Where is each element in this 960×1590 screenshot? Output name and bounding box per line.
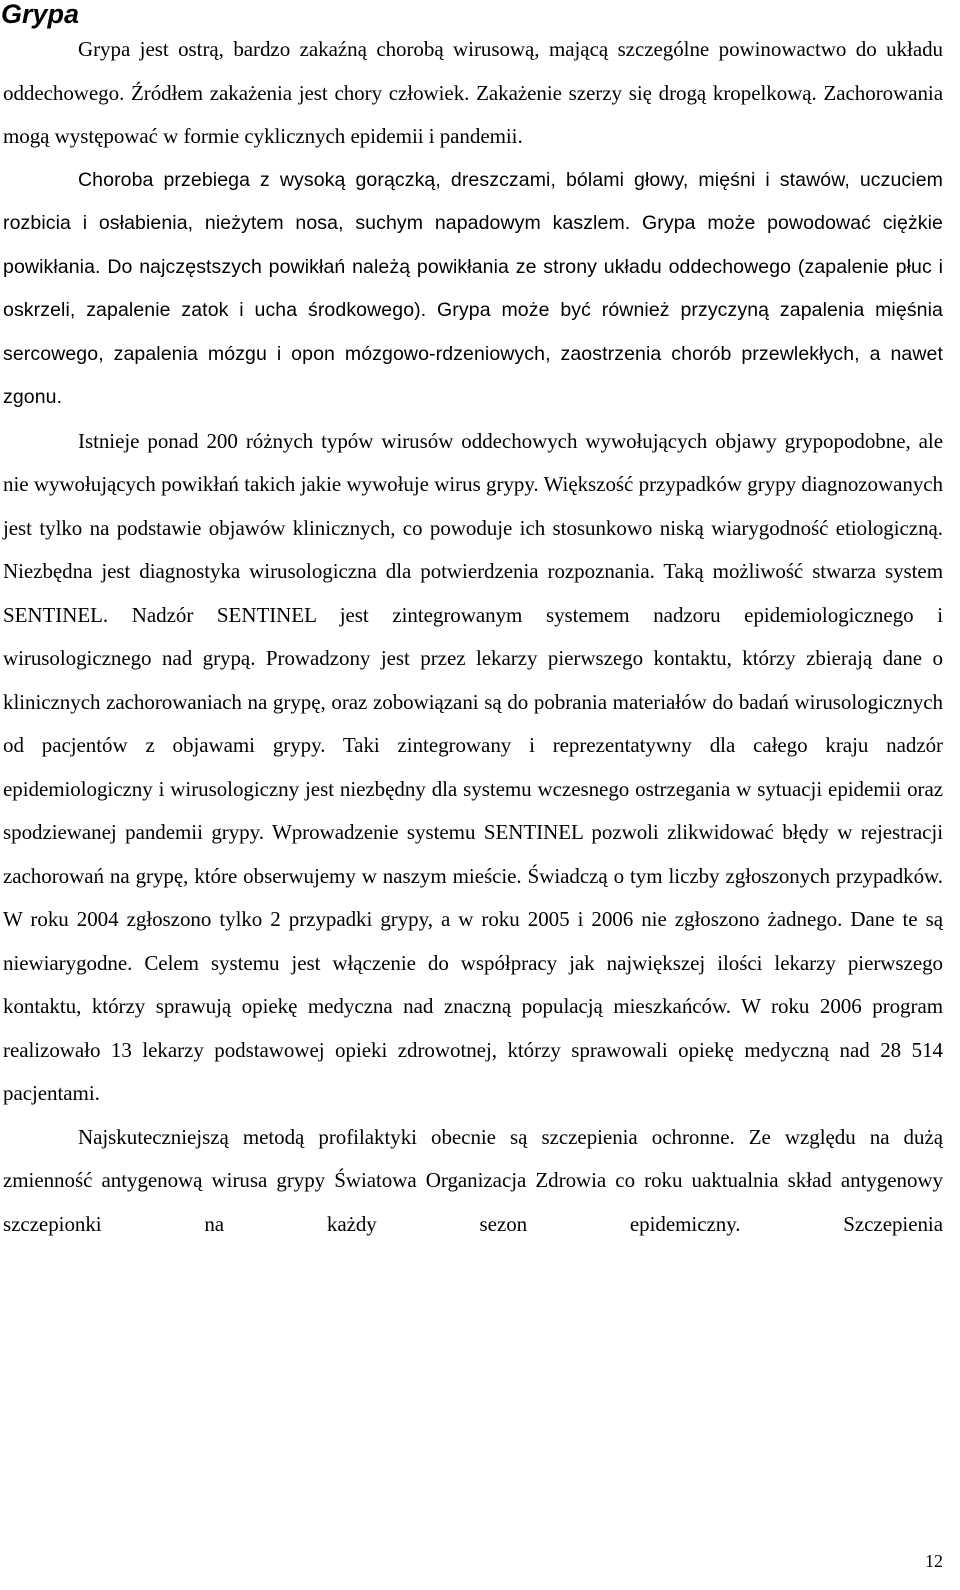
paragraph-symptoms: Choroba przebiega z wysoką gorączką, dreszczami, bólami głowy, mięśni i stawów, uczuciem rozbicia i osłabienia, nieżytem nosa, suchym napadowym kaszlem. Grypa może powodować ciężkie powikłania. Do najczęstszych powikłań należą powikłania ze strony układu oddechowego (zapalenie płuc i oskrzeli, zapalenie zatok i ucha środkowego). Grypa może być również przyczyną zapalenia mięśnia sercowego, zapalenia mózgu i opon mózgowo-rdzeniowych, zaostrzenia chorób przewlekłych, a nawet zgonu. <box>3 168 943 408</box>
page-number: 12 <box>925 1551 943 1571</box>
paragraph-intro: Grypa jest ostrą, bardzo zakaźną chorobą wirusową, mającą szczególne powinowactwo do układu oddechowego. Źródłem zakażenia jest chory człowiek. Zakażenie szerzy się drogą kropelkową. Zachorowania mogą występować w formie cyklicznych epidemii i pandemii. <box>3 37 943 148</box>
section-heading: Grypa <box>1 0 80 29</box>
body-text <box>3 28 943 1246</box>
paragraph-prevention: Najskuteczniejszą metodą profilaktyki obecnie są szczepienia ochronne. Ze względu na dużą zmienność antygenową wirusa grypy Światowa Organizacja Zdrowia co roku uaktualnia skład antygenowy szczepionki na każdy sezon epidemiczny. Szczepienia <box>3 1124 943 1236</box>
paragraph-sentinel: Istnieje ponad 200 różnych typów wirusów oddechowych wywołujących objawy grypopodobne, ale nie wywołujących powikłań takich jakie wywołuje wirus grypy. Większość przypadków grypy diagnozowanych jest tylko na podstawie objawów klinicznych, co powoduje ich stosunkowo niską wiarygodność etiologiczną. Niezbędna jest diagnostyka wirusologiczna dla potwierdzenia rozpoznania. Taką możliwość stwarza system SENTINEL. Nadzór SENTINEL jest zintegrowanym systemem nadzoru epidemiologicznego i wirusologicznego nad grypą. Prowadzony jest przez lekarzy pierwszego kontaktu, którzy zbierają dane o klinicznych zachorowaniach na grypę, oraz zobowiązani są do pobrania materiałów do badań wirusologicznych od pacjentów z objawami grypy. Taki zintegrowany i reprezentatywny dla całego kraju nadzór epidemiologiczny i wirusologiczny jest niezbędny dla systemu wczesnego ostrzegania w sytuacji epidemii oraz spodziewanej pandemii grypy. Wprowadzenie systemu SENTINEL pozwoli zlikwidować błędy w rejestracji zachorowań na grypę, które obserwujemy w naszym mieście. Świadczą o tym liczby zgłoszonych przypadków. W roku 2004 zgłoszono tylko 2 przypadki grypy, a w roku 2005 i 2006 nie zgłoszono żadnego. Dane te są niewiarygodne. Celem systemu jest włączenie do współpracy jak największej ilości lekarzy pierwszego kontaktu, którzy sprawują opiekę medyczna nad znaczną populacją mieszkańców. W roku 2006 program realizowało 13 lekarzy podstawowej opieki zdrowotnej, którzy sprawowali opiekę medyczną nad 28 514 pacjentami. <box>3 428 943 1105</box>
